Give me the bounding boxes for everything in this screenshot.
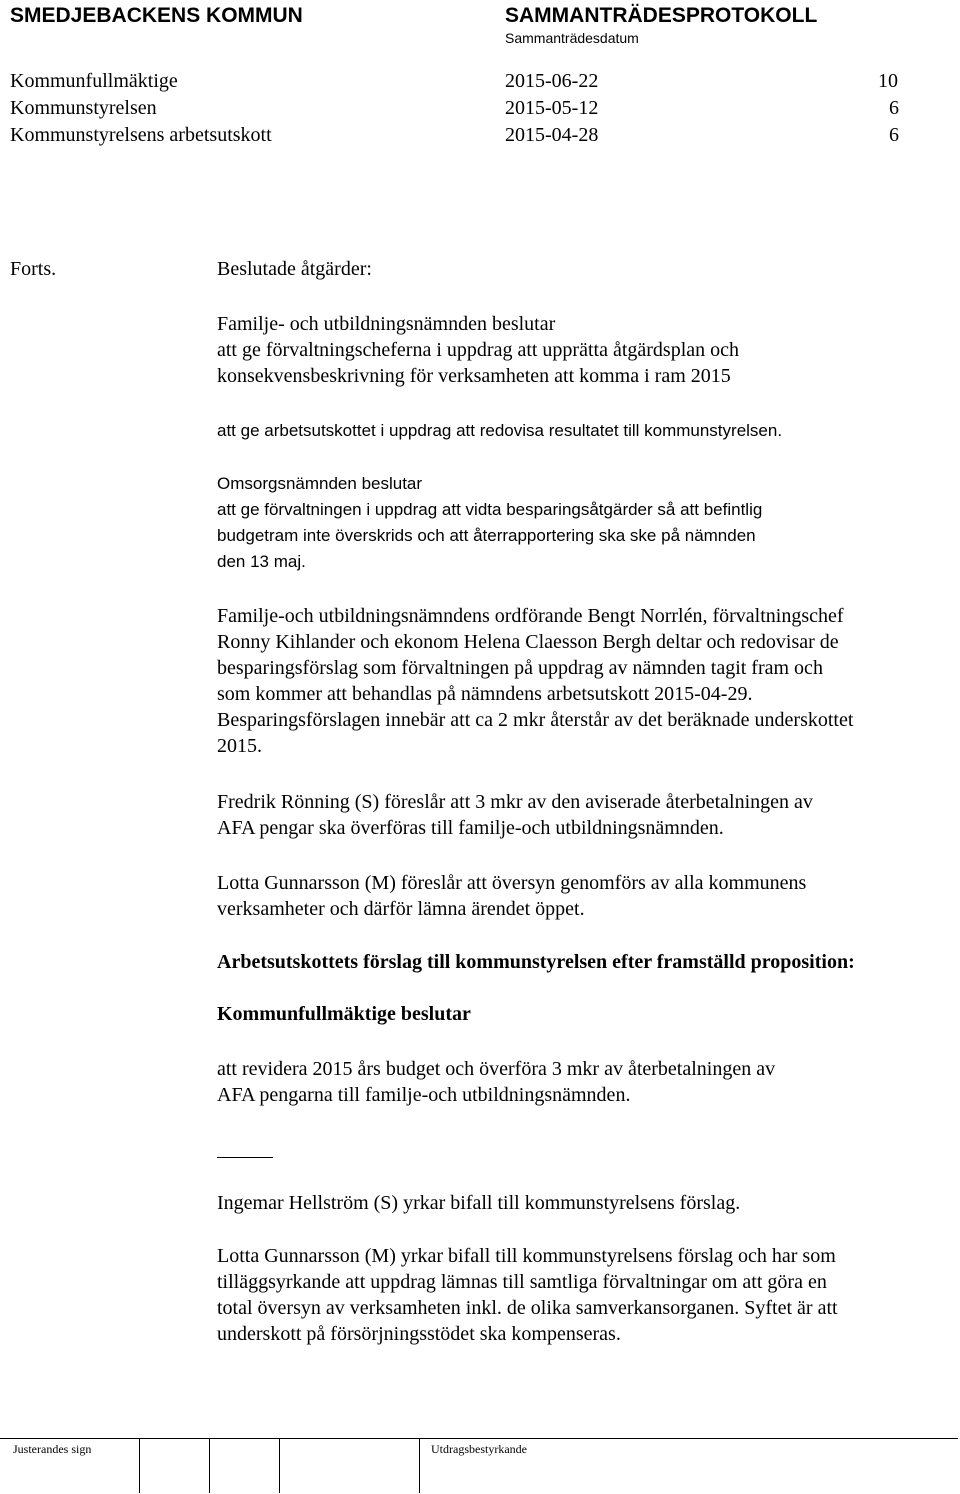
paragraph-ronning-proposal bbox=[217, 789, 813, 841]
paragraph-gunnarsson-motion bbox=[217, 1243, 838, 1347]
footer-divider bbox=[0, 1438, 958, 1439]
meeting-page: 10 bbox=[878, 70, 898, 92]
paragraph-line: Familje- och utbildningsnämnden beslutar bbox=[217, 313, 556, 335]
meeting-page: 6 bbox=[889, 97, 899, 119]
paragraph-line: AFA pengarna till familje-och utbildningsnämnden. bbox=[217, 1084, 631, 1106]
paragraph-omsorg-decision bbox=[217, 471, 762, 575]
paragraph-line: som kommer att behandlas på nämndens arbetsutskott 2015-04-29. bbox=[217, 683, 753, 705]
paragraph-line: Omsorgsnämnden beslutar bbox=[217, 474, 423, 493]
separator-line bbox=[217, 1157, 273, 1158]
proposal-heading: Arbetsutskottets förslag till kommunstyrelsen efter framställd proposition: bbox=[217, 951, 855, 973]
footer-column-divider bbox=[419, 1438, 420, 1493]
footer-column-divider bbox=[209, 1438, 210, 1493]
paragraph-line: Familje-och utbildningsnämndens ordförande Bengt Norrlén, förvaltningschef bbox=[217, 605, 844, 627]
paragraph-line: att revidera 2015 års budget och överföra 3 mkr av återbetalningen av bbox=[217, 1058, 776, 1080]
kf-heading: Kommunfullmäktige beslutar bbox=[217, 1003, 471, 1025]
paragraph-gunnarsson-proposal bbox=[217, 870, 806, 922]
paragraph-line: Besparingsförslagen innebär att ca 2 mkr återstår av det beräknade underskottet bbox=[217, 709, 854, 731]
paragraph-line: Lotta Gunnarsson (M) yrkar bifall till kommunstyrelsens förslag och har som bbox=[217, 1245, 836, 1267]
paragraph-presentation bbox=[217, 603, 853, 759]
org-name: SMEDJEBACKENS KOMMUN bbox=[10, 4, 303, 27]
paragraph-line: att ge förvaltningen i uppdrag att vidta besparingsåtgärder så att befintlig bbox=[217, 500, 763, 519]
meeting-page: 6 bbox=[889, 124, 899, 146]
paragraph-line: Fredrik Rönning (S) föreslår att 3 mkr av den aviserade återbetalningen av bbox=[217, 791, 813, 813]
meeting-date: 2015-05-12 bbox=[505, 97, 599, 119]
paragraph-line: att ge förvaltningscheferna i uppdrag att upprätta åtgärdsplan och bbox=[217, 339, 740, 361]
paragraph-line: total översyn av verksamheten inkl. de olika samverkansorganen. Syftet är att bbox=[217, 1297, 838, 1319]
paragraph-line: AFA pengar ska överföras till familje-och utbildningsnämnden. bbox=[217, 817, 724, 839]
meeting-body: Kommunfullmäktige bbox=[10, 70, 178, 92]
paragraph-line: budgetram inte överskrids och att återrapportering ska ske på nämnden bbox=[217, 526, 756, 545]
paragraph-line: att ge arbetsutskottet i uppdrag att redovisa resultatet till kommunstyrelsen. bbox=[217, 421, 783, 440]
utdragsbestyrkande-label: Utdragsbestyrkande bbox=[431, 1442, 527, 1456]
continued-label: Forts. bbox=[10, 258, 57, 280]
paragraph-fun-decision bbox=[217, 311, 739, 389]
meeting-date: 2015-04-28 bbox=[505, 124, 599, 146]
paragraph-line: Ronny Kihlander och ekonom Helena Claesson Bergh deltar och redovisar de bbox=[217, 631, 839, 653]
paragraph-line: den 13 maj. bbox=[217, 552, 306, 571]
paragraph-line: Lotta Gunnarsson (M) föreslår att översyn genomförs av alla kommunens bbox=[217, 872, 807, 894]
paragraph-line: Ingemar Hellström (S) yrkar bifall till kommunstyrelsens förslag. bbox=[217, 1192, 741, 1214]
paragraph-line: tilläggsyrkande att uppdrag lämnas till samtliga förvaltningar om att göra en bbox=[217, 1271, 827, 1293]
meeting-body: Kommunstyrelsen bbox=[10, 97, 157, 119]
paragraph-line: besparingsförslag som förvaltningen på uppdrag av nämnden tagit fram och bbox=[217, 657, 823, 679]
paragraph-line: konsekvensbeskrivning för verksamheten att komma i ram 2015 bbox=[217, 365, 731, 387]
footer-column-divider bbox=[139, 1438, 140, 1493]
meeting-body: Kommunstyrelsens arbetsutskott bbox=[10, 124, 272, 146]
justerandes-sign-label: Justerandes sign bbox=[13, 1442, 92, 1456]
paragraph-kf-decision bbox=[217, 1056, 775, 1108]
decided-heading: Beslutade åtgärder: bbox=[217, 258, 372, 280]
document-type: SAMMANTRÄDESPROTOKOLL bbox=[505, 4, 818, 27]
footer-column-divider bbox=[279, 1438, 280, 1493]
paragraph-line: 2015. bbox=[217, 735, 262, 757]
paragraph-line: underskott på försörjningsstödet ska kompenseras. bbox=[217, 1323, 621, 1345]
paragraph-line: verksamheter och därför lämna ärendet öppet. bbox=[217, 898, 585, 920]
meeting-date: 2015-06-22 bbox=[505, 70, 599, 92]
paragraph-hellstrom-motion bbox=[217, 1190, 740, 1216]
date-label: Sammanträdesdatum bbox=[505, 30, 639, 46]
paragraph-au-assignment bbox=[217, 418, 782, 444]
